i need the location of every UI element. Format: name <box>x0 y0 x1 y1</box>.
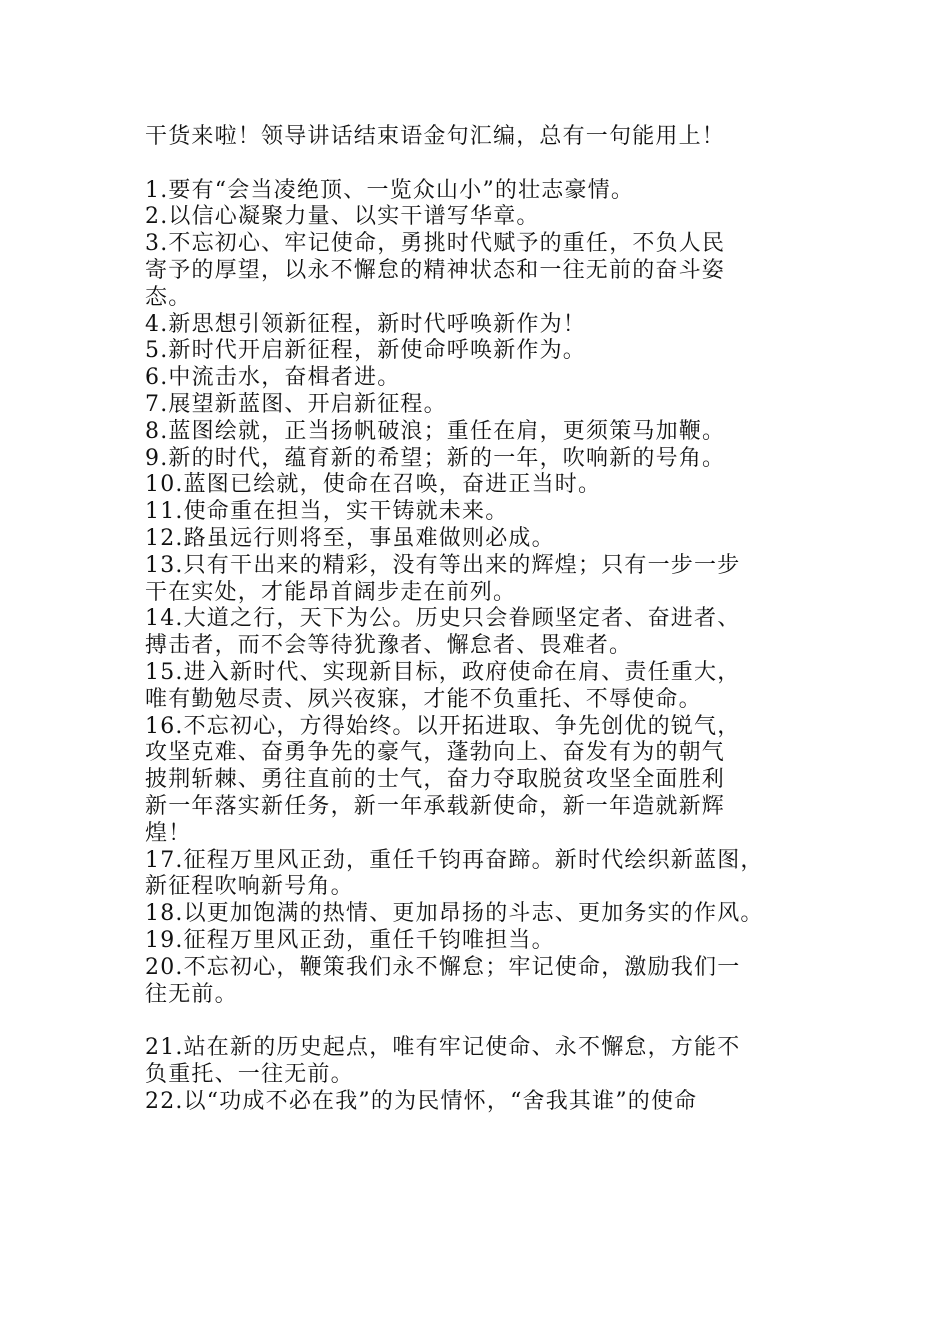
text-line: 干在实处，才能昂首阔步走在前列。 <box>145 579 517 605</box>
text-line: 攻坚克难、奋勇争先的豪气，蓬勃向上、奋发有为的朝气 <box>145 740 726 766</box>
text-line: 往无前。 <box>145 981 238 1007</box>
text-line: 2.以信心凝聚力量、以实干谱写华章。 <box>145 204 540 230</box>
text-line: 1.要有“会当凌绝顶、一览众山小”的壮志豪情。 <box>145 177 635 203</box>
text-line: 态。 <box>145 284 192 310</box>
text-line: 6.中流击水，奋楫者进。 <box>145 365 401 391</box>
blank-line <box>145 151 835 178</box>
text-line: 4.新思想引领新征程，新时代呼唤新作为！ <box>145 311 586 337</box>
text-line: 13.只有干出来的精彩，没有等出来的辉煌；只有一步一步 <box>145 552 741 578</box>
text-line: 16.不忘初心，方得始终。以开拓进取、争先创优的锐气， <box>145 713 741 739</box>
text-line: 3.不忘初心、牢记使命，勇挑时代赋予的重任，不负人民 <box>145 231 726 257</box>
document-title: 干货来啦！领导讲话结束语金句汇编，总有一句能用上！ <box>145 124 726 149</box>
text-line: 22.以“功成不必在我”的为民情怀，“舍我其谁”的使命 <box>145 1088 698 1114</box>
text-line: 21.站在新的历史起点，唯有牢记使命、永不懈怠，方能不 <box>145 1035 741 1061</box>
text-line: 新一年落实新任务，新一年承载新使命，新一年造就新辉 <box>145 793 726 819</box>
text-line: 负重托、一往无前。 <box>145 1061 354 1087</box>
text-line: 20.不忘初心，鞭策我们永不懈怠；牢记使命，激励我们一 <box>145 954 741 980</box>
text-line: 19.征程万里风正劲，重任千钧唯担当。 <box>145 927 555 953</box>
text-line: 14.大道之行，天下为公。历史只会眷顾坚定者、奋进者、 <box>145 606 741 632</box>
text-line: 寄予的厚望，以永不懈怠的精神状态和一往无前的奋斗姿 <box>145 257 726 283</box>
document-body <box>145 124 835 1115</box>
text-line: 12.路虽远行则将至，事虽难做则必成。 <box>145 525 555 551</box>
text-line: 17.征程万里风正劲，重任千钧再奋蹄。新时代绘织新蓝图， <box>145 847 764 873</box>
text-line: 搏击者，而不会等待犹豫者、懈怠者、畏难者。 <box>145 633 633 659</box>
text-line: 8.蓝图绘就，正当扬帆破浪；重任在肩，更须策马加鞭。 <box>145 418 726 444</box>
text-line: 新征程吹响新号角。 <box>145 874 354 900</box>
blank-line <box>145 1008 835 1035</box>
text-line: 5.新时代开启新征程，新使命呼唤新作为。 <box>145 338 586 364</box>
text-line: 披荆斩棘、勇往直前的士气，奋力夺取脱贫攻坚全面胜利 <box>145 767 726 793</box>
text-line: 15.进入新时代、实现新目标，政府使命在肩、责任重大， <box>145 659 741 685</box>
text-line: 7.展望新蓝图、开启新征程。 <box>145 391 447 417</box>
text-line: 10.蓝图已绘就，使命在召唤，奋进正当时。 <box>145 472 602 498</box>
text-line: 唯有勤勉尽责、夙兴夜寐，才能不负重托、不辱使命。 <box>145 686 702 712</box>
text-line: 18.以更加饱满的热情、更加昂扬的斗志、更加务实的作风。 <box>145 901 764 927</box>
text-line: 煌！ <box>145 820 192 846</box>
text-line: 9.新的时代，蕴育新的希望；新的一年，吹响新的号角。 <box>145 445 726 471</box>
text-line: 11.使命重在担当，实干铸就未来。 <box>145 499 509 525</box>
